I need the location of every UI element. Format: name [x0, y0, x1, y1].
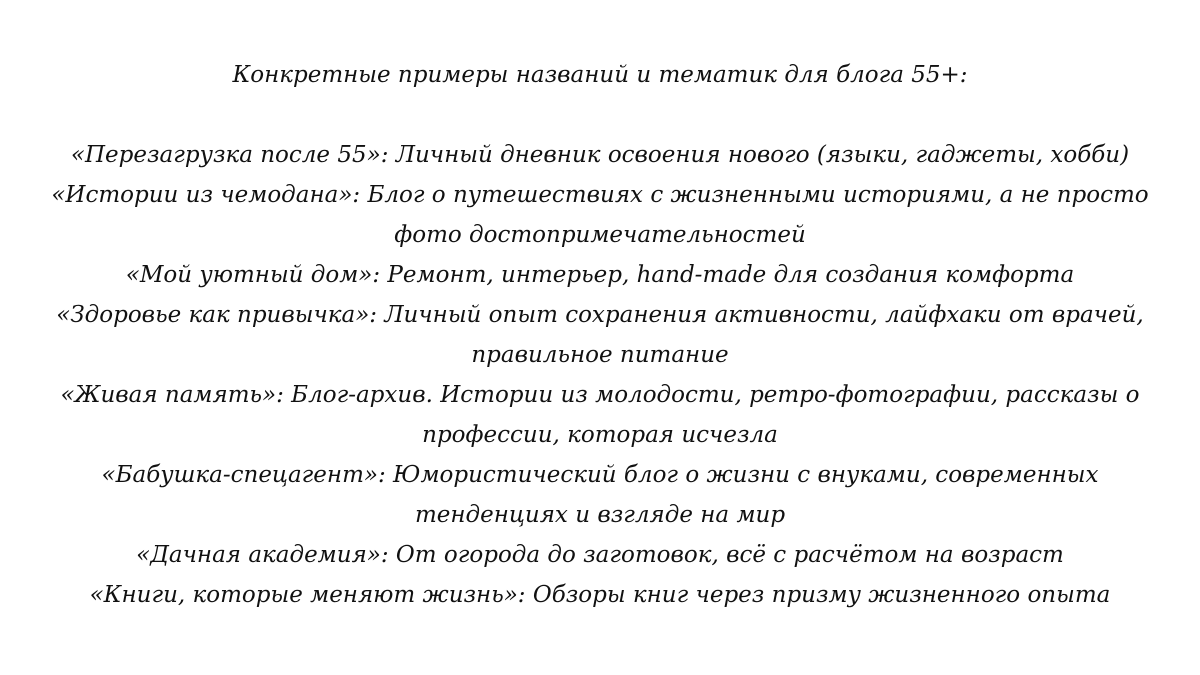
blog-description: : Обзоры книг через призму жизненного опыта	[517, 582, 1111, 608]
blog-name: «Дачная академия»	[136, 542, 381, 568]
blog-name: «Бабушка-спецагент»	[101, 462, 378, 488]
blog-ideas-list	[30, 135, 1170, 615]
blog-description: : Личный опыт сохранения активности, лайфхаки от врачей, правильное питание	[369, 302, 1144, 368]
blog-description: : Ремонт, интерьер, hand-made для создания комфорта	[372, 262, 1075, 288]
list-item	[30, 295, 1170, 375]
blog-description: : От огорода до заготовок, всё с расчётом на возраст	[380, 542, 1064, 568]
blog-name: «Книги, которые меняют жизнь»	[89, 582, 518, 608]
blog-description: : Юмористический блог о жизни с внуками, современных тенденциях и взгляде на мир	[377, 462, 1099, 528]
blog-name: «Живая память»	[60, 382, 277, 408]
blog-description: : Блог-архив. Истории из молодости, ретро-фотографии, рассказы о профессии, которая исчезла	[276, 382, 1140, 448]
blog-name: «Мой уютный дом»	[125, 262, 373, 288]
list-item	[30, 175, 1170, 255]
list-item	[30, 375, 1170, 455]
list-item	[30, 575, 1170, 615]
list-item	[30, 455, 1170, 535]
list-item	[30, 255, 1170, 295]
blog-name: «Здоровье как привычка»	[56, 302, 370, 328]
blog-name: «Перезагрузка после 55»	[70, 142, 381, 168]
document-title: Конкретные примеры названий и тематик для блога 55+:	[232, 62, 968, 88]
list-item	[30, 135, 1170, 175]
blog-name: «Истории из чемодана»	[51, 182, 353, 208]
list-item	[30, 535, 1170, 575]
blog-description: : Блог о путешествиях с жизненными историями, а не просто фото достопримечательностей	[352, 182, 1149, 248]
blog-description: : Личный дневник освоения нового (языки, гаджеты, хобби)	[380, 142, 1130, 168]
